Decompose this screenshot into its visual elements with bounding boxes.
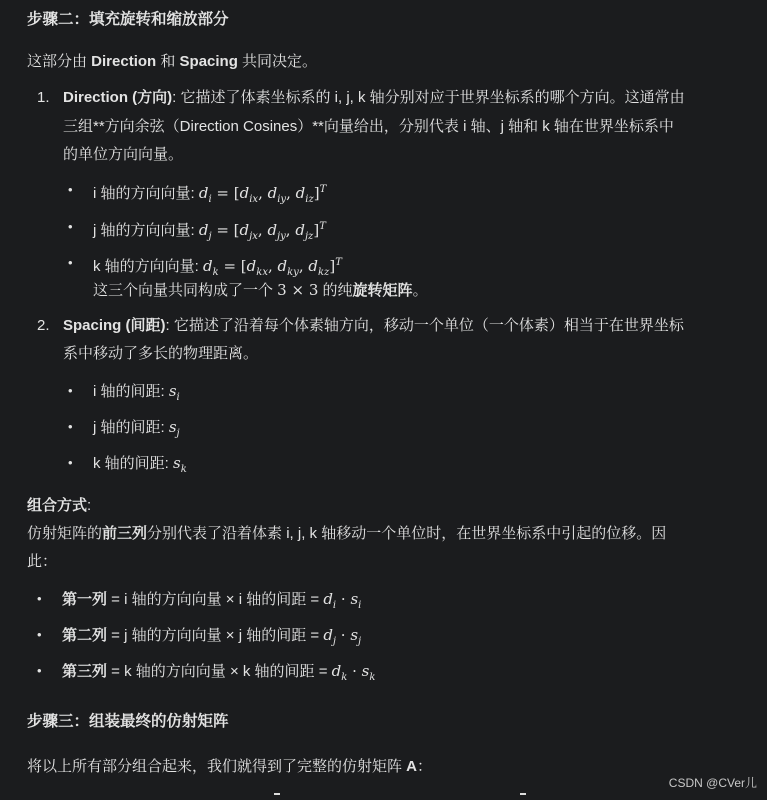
math-subscript: j (358, 636, 362, 647)
math-token: s (173, 454, 181, 472)
math-subscript: k (180, 464, 187, 475)
math-subscript: i (176, 392, 180, 403)
math-superscript: T (319, 184, 327, 195)
math-expression (323, 626, 362, 647)
math-token: , (286, 184, 296, 202)
math-subscript: iy (277, 194, 287, 205)
matrix-bracket-left (274, 793, 280, 800)
math-subscript: iz (305, 194, 314, 205)
text: 将以上所有部分组合起来，我们就得到了完整的仿射矩阵 (27, 758, 407, 775)
column-text: = j 轴的方向向量 × j 轴的间距 = (107, 627, 324, 644)
bullet-icon: • (68, 455, 73, 470)
math-subscript: kz (318, 267, 330, 278)
math-token: d (267, 221, 278, 239)
math-expression (168, 418, 180, 439)
bullet-content (93, 453, 187, 480)
math-token: = [ (211, 221, 240, 239)
math-token: d (295, 221, 305, 239)
math-token: d (198, 221, 209, 239)
math-token: , (285, 221, 296, 239)
bullet-icon: • (68, 182, 73, 197)
bullet-icon: • (37, 591, 42, 606)
math-subscript: i (358, 600, 362, 611)
heading-text: 组合方式 (27, 497, 88, 514)
bullet-icon: • (68, 419, 73, 434)
math-subscript: i (208, 194, 212, 205)
math-expression (331, 662, 376, 683)
math-token: d (308, 257, 318, 275)
math-subscript: k (369, 672, 376, 683)
step3-para (27, 757, 432, 777)
column-text: = i 轴的方向向量 × i 轴的间距 = (107, 591, 324, 608)
bullet-icon: • (37, 627, 42, 642)
math-token: , (267, 257, 278, 275)
term-direction: Direction (91, 53, 157, 70)
bullet-content (93, 217, 326, 247)
math-token: ] (313, 184, 320, 202)
math-token: d (239, 221, 250, 239)
math-expression (203, 257, 342, 278)
math-token: d (295, 184, 306, 202)
bullet-content (62, 661, 375, 688)
math-subscript: jz (304, 231, 314, 242)
step2-heading: 步骤二：填充旋转和缩放部分 (27, 11, 229, 28)
math-expression (168, 382, 180, 403)
math-token: , (258, 184, 268, 202)
math-token: = [ (218, 257, 247, 275)
item-text: : 它描述了沿着每个体素轴方向，移动一个单位（一个体素）相当于在世界坐标 (165, 317, 684, 334)
math-subscript: jy (277, 231, 286, 242)
math-token: d (239, 184, 250, 202)
bullet-content (93, 381, 180, 408)
text: 的纯 (318, 282, 353, 299)
math-subscript: j (208, 231, 212, 242)
column-text: = k 轴的方向向量 × k 轴的间距 = (107, 663, 332, 680)
bullet-label: i 轴的间距: (93, 383, 169, 400)
watermark: CSDN @CVer儿 (668, 776, 757, 790)
combine-para-cont: 此： (27, 553, 58, 570)
math-subscript: j (332, 636, 337, 647)
text: ： (417, 758, 433, 775)
bullet-content (93, 417, 180, 444)
math-subscript: ky (287, 267, 299, 278)
math-token: d (267, 184, 278, 202)
item-text: 的单位方向向量。 (63, 146, 184, 163)
column-label: 第一列 (62, 591, 108, 608)
math-superscript: T (335, 257, 342, 268)
math-token: s (350, 590, 359, 608)
bullet-icon: • (68, 219, 73, 234)
math-token: d (323, 590, 333, 608)
bullet-label: i 轴的方向向量: (93, 185, 199, 202)
bullet-label: k 轴的间距: (93, 455, 174, 472)
step2-intro (27, 52, 317, 72)
term-rotation-matrix: 旋转矩阵 (352, 282, 413, 299)
step3-heading: 步骤三：组装最终的仿射矩阵 (27, 713, 229, 730)
math-token: · (336, 590, 351, 608)
math-token: s (361, 662, 370, 680)
column-label: 第二列 (62, 627, 108, 644)
math-token: · (347, 662, 362, 680)
bullet-icon: • (68, 383, 73, 398)
list-number: 2. (37, 317, 50, 334)
text: 分别代表了沿着体素 i, j, k 轴移动一个单位时，在世界坐标系中引起的位移。因 (147, 525, 667, 542)
bullet-label: j 轴的间距: (93, 419, 169, 436)
matrix-bracket-right (520, 793, 526, 800)
math-expression (198, 184, 327, 205)
bullet-content (62, 589, 361, 616)
combine-heading (27, 496, 91, 516)
math-token: = [ (211, 184, 240, 202)
rotation-note (93, 280, 428, 301)
item-text: 三组**方向余弦（Direction Cosines）**向量给出，分别代表 i 轴、j 轴和 k 轴在世界坐标系中 (63, 118, 674, 135)
text: 共同决定。 (237, 53, 318, 70)
math-expression (323, 590, 362, 611)
bullet-label: j 轴的方向向量: (93, 222, 199, 239)
bullet-icon: • (68, 255, 73, 270)
math-token: d (277, 257, 288, 275)
item-title: Direction (方向) (63, 89, 173, 106)
math-subscript: j (176, 428, 180, 439)
item-text: 系中移动了多长的物理距离。 (63, 345, 259, 362)
bullet-label: k 轴的方向向量: (93, 258, 204, 275)
bullet-content (62, 625, 361, 652)
math-subscript: kx (256, 267, 268, 278)
term-spacing: Spacing (179, 53, 238, 70)
math-subscript: i (332, 600, 337, 611)
math-token: d (198, 184, 209, 202)
text: 。 (412, 282, 428, 299)
combine-para (27, 524, 666, 544)
text: 这三个向量共同构成了一个 (93, 282, 278, 299)
bullet-content (93, 253, 342, 283)
bullet-content (93, 180, 326, 210)
text: 和 (156, 53, 180, 70)
math-token: s (168, 418, 177, 436)
math-subscript: ix (249, 194, 259, 205)
math-subscript: jx (249, 231, 258, 242)
math-token: , (257, 221, 268, 239)
math-token: d (203, 257, 213, 275)
math-token: ] (313, 221, 320, 239)
math-token: s (168, 382, 177, 400)
text: 这部分由 (27, 53, 92, 70)
bullet-icon: • (37, 663, 42, 678)
text: 仿射矩阵的 (27, 525, 103, 542)
term-first-three-columns: 前三列 (102, 525, 148, 542)
math-token: ] (329, 257, 336, 275)
math-3x3: 3 × 3 (277, 281, 319, 299)
math-token: , (298, 257, 309, 275)
math-token: · (336, 626, 351, 644)
math-token: d (331, 662, 342, 680)
math-token: d (323, 626, 333, 644)
item-title: Spacing (间距) (63, 317, 166, 334)
math-expression (198, 221, 326, 242)
matrix-a: A (406, 758, 418, 775)
math-token: s (350, 626, 359, 644)
math-superscript: T (319, 221, 326, 232)
column-label: 第三列 (62, 663, 108, 680)
math-token: d (246, 257, 257, 275)
item-text: : 它描述了体素坐标系的 i, j, k 轴分别对应于世界坐标系的哪个方向。这通常由 (172, 89, 685, 106)
list-number: 1. (37, 89, 50, 106)
math-subscript: k (341, 672, 348, 683)
colon: : (87, 497, 92, 514)
math-subscript: k (212, 267, 219, 278)
math-expression (173, 454, 187, 475)
